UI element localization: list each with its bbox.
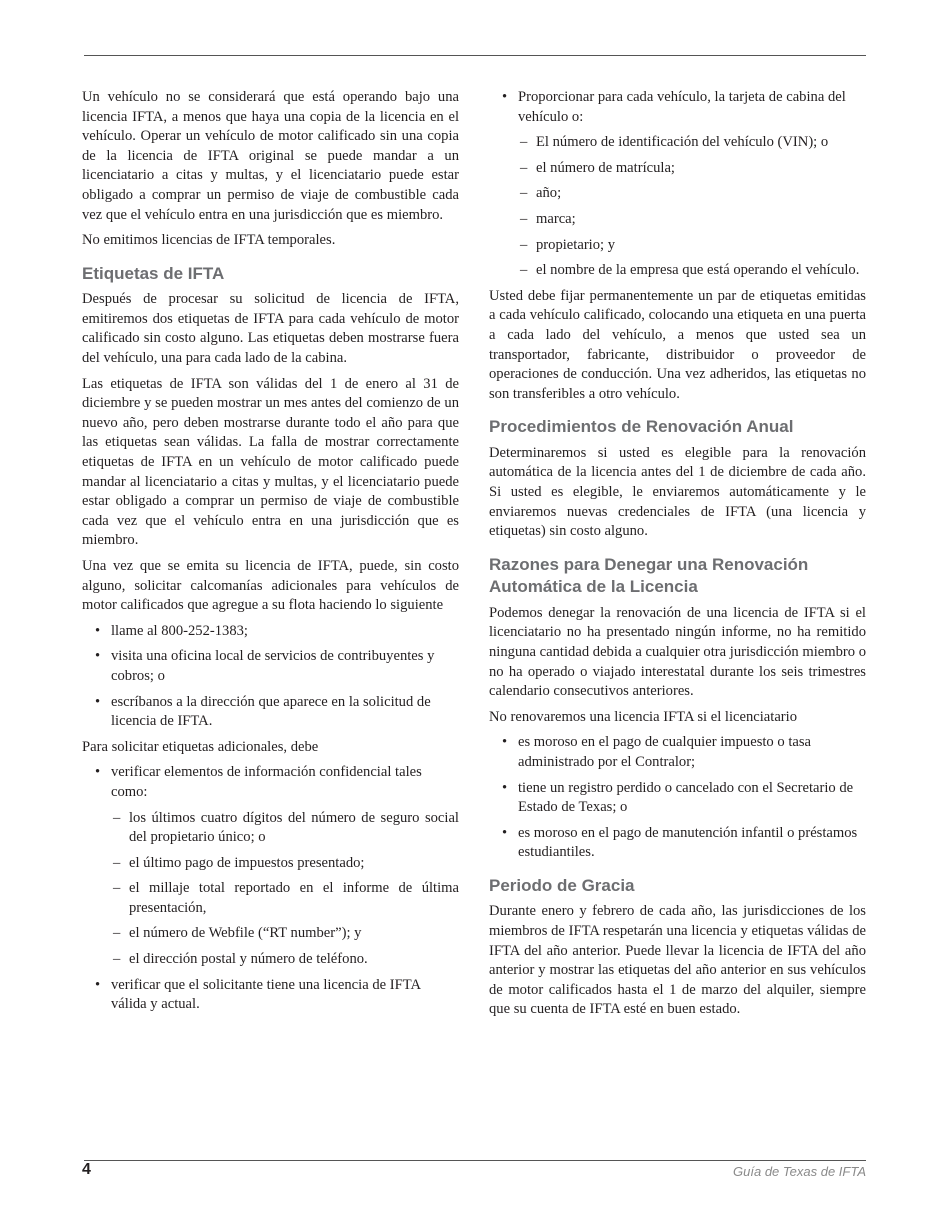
request-requirements-list	[82, 763, 459, 1015]
decals-heading: Etiquetas de IFTA	[82, 263, 225, 283]
list-item: • visita una oficina local de servicios de contribuyentes y cobros; o	[82, 647, 459, 686]
denial-paragraph: Podemos denegar la renovación de una licencia de IFTA si el licenciatario no ha presentado ningún informe, no ha remitido ninguna cantidad debida a cualquier otra jurisdicción miembro o no ha operado o viajado interestatal durante los seis trimestres calendario consecutivos anteriores.	[489, 604, 866, 700]
no-renewal-intro-paragraph: No renovaremos una licencia IFTA si el licenciatario	[489, 708, 798, 725]
list-item: • escríbanos a la dirección que aparece en la solicitud de licencia de IFTA.	[82, 693, 459, 732]
affix-decals-paragraph: Usted debe fijar permanentemente un par de etiquetas emitidas a cada vehículo calificado, colocando una etiqueta en una puerta a cada lado del vehículo, a menos que usted sea un transportador, fabricante, distribuidor o proveedor de operaciones de conducción. Una vez adheridos, las etiquetas no son transferibles a otro vehículo.	[489, 287, 866, 402]
sublist-item: – el número de Webfile (“RT number”); y	[111, 924, 459, 944]
list-item: • verificar que el solicitante tiene una licencia de IFTA válida y actual.	[82, 976, 459, 1015]
list-item: • tiene un registro perdido o cancelado con el Secretario de Estado de Texas; o	[489, 779, 866, 818]
sublist-item: – el nombre de la empresa que está operando el vehículo.	[518, 261, 866, 281]
request-intro-paragraph: Para solicitar etiquetas adicionales, debe	[82, 738, 319, 755]
sublist-item: – El número de identificación del vehículo (VIN); o	[518, 133, 866, 153]
renewal-paragraph: Determinaremos si usted es elegible para la renovación automática de la licencia antes del 1 de diciembre de cada año. Si usted es elegible, le enviaremos automáticamente y le enviaremos nuevas credenciales de IFTA (una licencia y etiquetas) sin costo alguno.	[489, 444, 866, 540]
sublist-item: – el millaje total reportado en el informe de última presentación,	[111, 879, 459, 918]
list-item	[489, 88, 866, 281]
page-number: 4	[82, 1161, 91, 1178]
sublist-item: – los últimos cuatro dígitos del número de seguro social del propietario único; o	[111, 809, 459, 848]
sublist-item: – año;	[518, 184, 866, 204]
renewal-heading: Procedimientos de Renovación Anual	[489, 417, 794, 437]
sublist-item: – propietario; y	[518, 236, 866, 256]
sublist-item: – el número de matrícula;	[518, 159, 866, 179]
decals-issue-paragraph: Después de procesar su solicitud de licencia de IFTA, emitiremos dos etiquetas de IFTA para cada vehículo de motor calificado sin costo alguno. Las etiquetas deben mostrarse fuera del vehículo, una para cada lado de la cabina.	[82, 291, 459, 367]
additional-decals-paragraph: Una vez que se emita su licencia de IFTA, puede, sin costo alguno, solicitar calcomanías adicionales para vehículos de motor calificados que agregue a su flota haciendo lo siguiente	[82, 557, 459, 614]
denial-heading: Razones para Denegar una Renovación Automática de la Licencia	[489, 554, 809, 597]
right-column	[489, 88, 866, 1026]
footer-rule	[84, 1160, 866, 1161]
cab-card-list	[489, 88, 866, 281]
list-item: • es moroso en el pago de cualquier impuesto o tasa administrado por el Contralor;	[489, 733, 866, 772]
sublist-item: – el último pago de impuestos presentado;	[111, 854, 459, 874]
cab-card-sublist	[518, 133, 866, 281]
list-item: • llame al 800-252-1383;	[82, 622, 459, 642]
list-item: • es moroso en el pago de manutención infantil o préstamos estudiantiles.	[489, 824, 866, 863]
footer-guide-title: Guía de Texas de IFTA	[733, 1164, 866, 1179]
intro-paragraph: Un vehículo no se considerará que está operando bajo una licencia IFTA, a menos que haya una copia de la licencia en el vehículo. Operar un vehículo de motor calificado sin una copia de la licencia de IFTA original se puede mandar a un licenciatario a citas y multas, y el licenciatario puede estar obligado a comprar un permiso de viaje de combustible cada vez que el vehículo entra en una jurisdicción que es miembro.	[82, 89, 459, 223]
left-column	[82, 88, 459, 1021]
denial-reasons-list	[489, 733, 866, 863]
decals-validity-paragraph: Las etiquetas de IFTA son válidas del 1 de enero al 31 de diciembre y se pueden mostrar un mes antes del comienzo de un nuevo año, pero deben mostrarse durante todo el año para que las etiquetas sean válidas. La falla de mostrar correctamente etiquetas de IFTA en un vehículo de motor calificado puede mandar al licenciatario a citas y multas, y el licenciatario puede estar obligado a comprar un permiso de viaje de combustible cada vez que el vehículo entra en una jurisdicción que es miembro.	[82, 375, 459, 549]
cab-card-text: Proporcionar para cada vehículo, la tarjeta de cabina del vehículo o:	[518, 89, 846, 125]
no-temporary-licenses-paragraph: No emitimos licencias de IFTA temporales.	[82, 232, 336, 249]
sublist-item: – el dirección postal y número de teléfono.	[111, 950, 459, 970]
grace-period-heading: Periodo de Gracia	[489, 875, 635, 895]
verify-sublist	[111, 809, 459, 970]
header-rule	[84, 55, 866, 56]
verify-info-text: verificar elementos de información confidencial tales como:	[111, 764, 422, 800]
sublist-item: – marca;	[518, 210, 866, 230]
list-item	[82, 763, 459, 969]
contact-list	[82, 622, 459, 732]
grace-period-paragraph: Durante enero y febrero de cada año, las jurisdicciones de los miembros de IFTA respetarán una licencia y etiquetas válidas de IFTA del año anterior. Puede llevar la licencia de IFTA del año anterior y mostrar las etiquetas del año anterior en sus vehículos de motor calificados hasta el 1 de marzo del alquiler, siempre que su cuenta de IFTA esté en buen estado.	[489, 903, 866, 1018]
